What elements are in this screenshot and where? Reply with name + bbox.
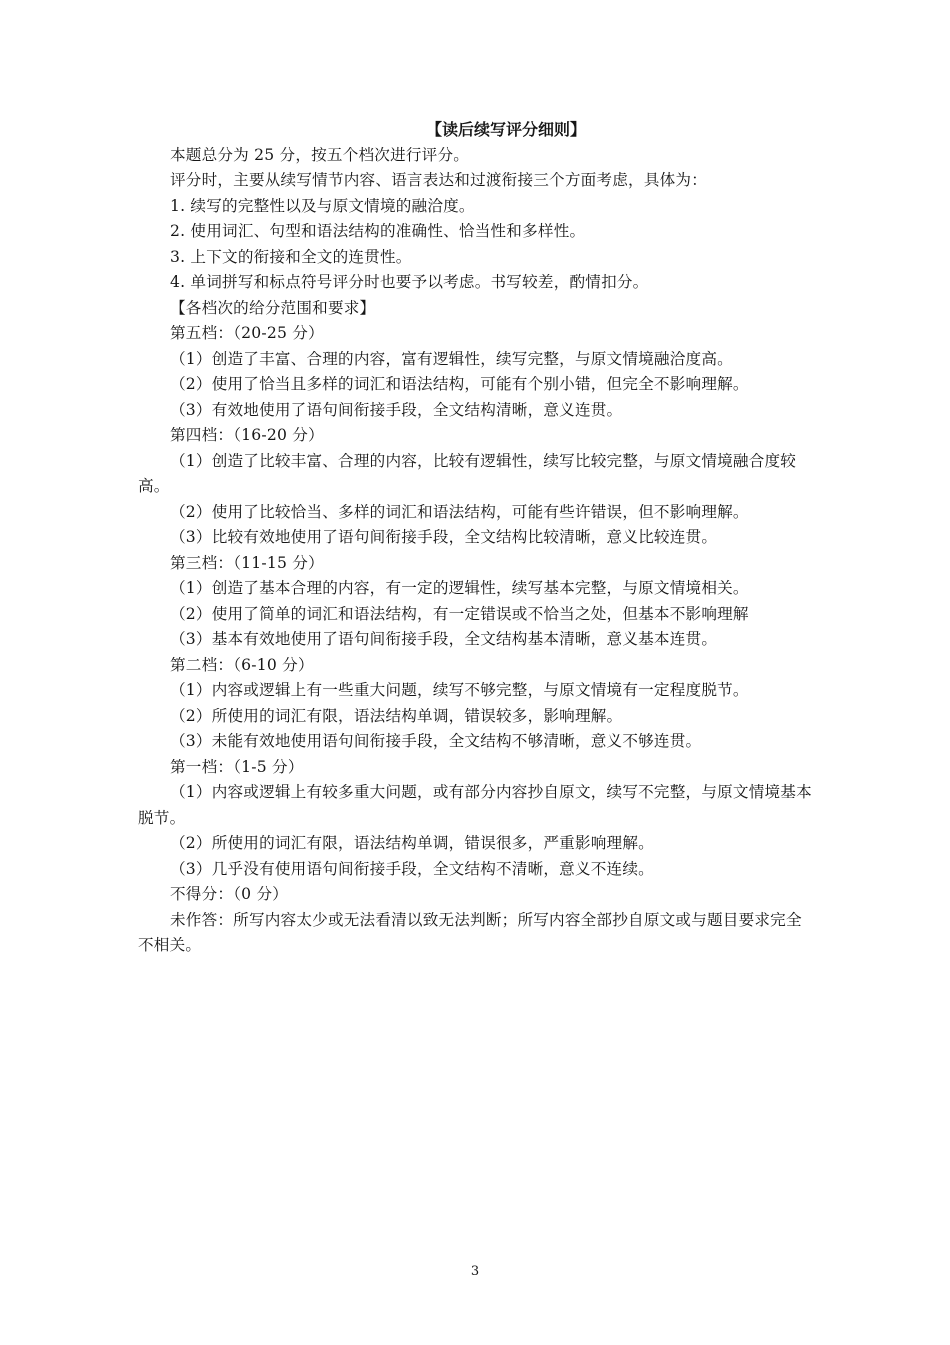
page-title: 【读后续写评分细则】 xyxy=(425,120,586,139)
level-2-item: （2）所使用的词汇有限，语法结构单调，错误较多，影响理解。 xyxy=(170,706,623,725)
level-3-heading: 第三档：（11-15 分） xyxy=(170,553,324,572)
intro-line: 2. 使用词汇、句型和语法结构的准确性、恰当性和多样性。 xyxy=(170,222,586,240)
level-1-item: （3）几乎没有使用语句间衔接手段，全文结构不清晰，意义不连续。 xyxy=(170,859,654,878)
level-4-item: （2）使用了比较恰当、多样的词汇和语法结构，可能有些许错误，但不影响理解。 xyxy=(170,502,749,521)
level-2-heading: 第二档：（6-10 分） xyxy=(170,655,314,674)
level-1-heading: 第一档：（1-5 分） xyxy=(170,757,304,776)
level-4-item: （1）创造了比较丰富、合理的内容，比较有逻辑性，续写比较完整，与原文情境融合度较高。 xyxy=(138,451,797,495)
level-2-item: （3）未能有效地使用语句间衔接手段，全文结构不够清晰，意义不够连贯。 xyxy=(170,732,702,750)
level-5-item: （1）创造了丰富、合理的内容，富有逻辑性，续写完整，与原文情境融洽度高。 xyxy=(170,349,733,368)
level-5-item: （3）有效地使用了语句间衔接手段，全文结构清晰，意义连贯。 xyxy=(170,400,623,419)
level-3-item: （1）创造了基本合理的内容，有一定的逻辑性，续写基本完整，与原文情境相关。 xyxy=(170,579,749,597)
level-3-item: （3）基本有效地使用了语句间衔接手段，全文结构基本清晰，意义基本连贯。 xyxy=(170,630,718,648)
intro-line: 1. 续写的完整性以及与原文情境的融洽度。 xyxy=(170,196,475,215)
page-number: 3 xyxy=(470,1264,480,1279)
intro-line: 3. 上下文的衔接和全文的连贯性。 xyxy=(170,247,412,266)
intro-line: 4. 单词拼写和标点符号评分时也要予以考虑。书写较差，酌情扣分。 xyxy=(170,273,649,291)
level-4-item: （3）比较有效地使用了语句间衔接手段，全文结构比较清晰，意义比较连贯。 xyxy=(170,528,718,546)
section-heading: 【各档次的给分范围和要求】 xyxy=(170,298,376,317)
level-4-heading: 第四档：（16-20 分） xyxy=(170,426,324,444)
intro-line: 评分时，主要从续写情节内容、语言表达和过渡衔接三个方面考虑，具体为： xyxy=(170,171,707,189)
intro-line: 本题总分为 25 分，按五个档次进行评分。 xyxy=(170,145,470,164)
level-2-item: （1）内容或逻辑上有一些重大问题，续写不够完整，与原文情境有一定程度脱节。 xyxy=(170,681,749,699)
level-5-item: （2）使用了恰当且多样的词汇和语法结构，可能有个别小错，但完全不影响理解。 xyxy=(170,375,749,393)
zero-score-heading: 不得分：（0 分） xyxy=(170,885,289,903)
level-1-item: （1）内容或逻辑上有较多重大问题，或有部分内容抄自原文，续写不完整，与原文情境基本脱节。 xyxy=(138,783,812,827)
zero-score-text: 未作答：所写内容太少或无法看清以致无法判断；所写内容全部抄自原文或与题目要求完全不相关。 xyxy=(138,910,802,954)
level-5-heading: 第五档：（20-25 分） xyxy=(170,324,324,342)
level-1-item: （2）所使用的词汇有限，语法结构单调，错误很多，严重影响理解。 xyxy=(170,834,654,852)
document-content xyxy=(138,117,814,959)
level-3-item: （2）使用了简单的词汇和语法结构，有一定错误或不恰当之处，但基本不影响理解 xyxy=(170,604,749,623)
